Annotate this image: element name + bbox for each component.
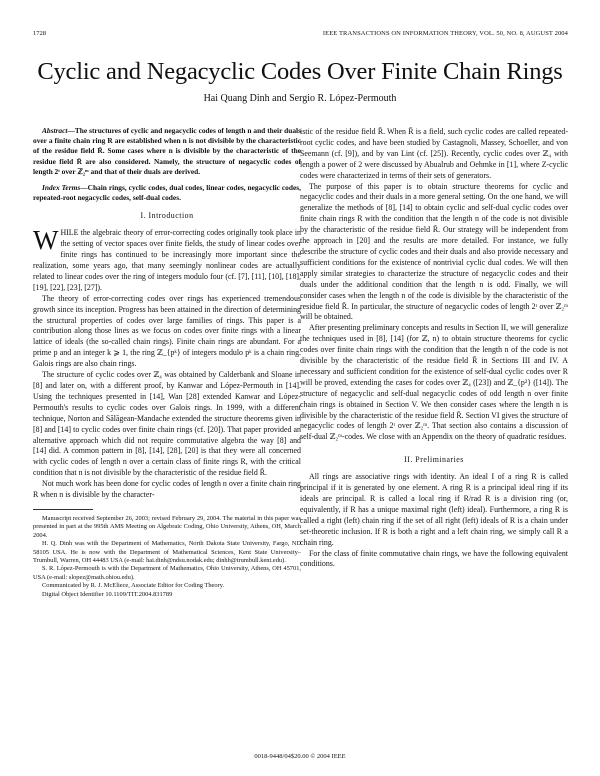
page-number: 1728 <box>33 30 46 37</box>
intro-paragraph-4-continued: istic of the residue field R̄. When R̄ is a field, such cyclic codes are called repeated-root cyclic codes, and have been studied by Castagnoli, Massey, Schoeller, and von Seemann (cf. [9]), and by van Lint (cf. [25]). Recently, cyclic codes over ℤ₄ with length a power of 2 were discussed by Abualrub and Oehmke in [1], where Z-cyclic codes were characterized in terms of their sets of generators. <box>300 127 568 180</box>
index-terms-label: Index Terms— <box>42 183 88 193</box>
footnote-divider <box>33 509 93 510</box>
paper-title: Cyclic and Negacyclic Codes Over Finite Chain Rings <box>37 58 563 85</box>
footnote-manuscript: Manuscript received September 26, 2003; revised February 29, 2004. The material in this paper was presented in part at the 995th AMS Meeting on Algebraic Coding, Ohio University, Athens, OH, March 2004. <box>33 514 301 539</box>
paper-authors: Hai Quang Dinh and Sergio R. López-Permouth <box>203 93 397 104</box>
dropcap-letter: W <box>33 225 59 256</box>
intro-paragraph-4: Not much work has been done for cyclic codes of length n over a finite chain ring R when n is divisible by the character- <box>33 479 301 500</box>
abstract-text: The structures of cyclic and negacyclic codes of length n and their duals over a finite chain ring R are established when n is not divisible by the characteristic of the residue field R̄. Some cases where n is divisible by the characteristic of the residue field R̄ are also considered. Namely, the structure of negacyclic codes of length 2ᵗ over ℤ₂ᵐ and that of their duals are derived. <box>33 126 301 176</box>
preliminaries-paragraph-1: All rings are associative rings with identity. An ideal I of a ring R is called principal if it is generated by one element. A ring R is a principal ideal ring if its ideals are principal. R is called a local ring if R/rad R is a division ring (or, equivalently, if R has a unique maximal right (left) ideal). Furthermore, a ring R is called a right (left) chain ring if the set of all right (left) ideals of R is a chain under set-theoretic inclusion. If R is both a right and a left chain ring, we simply call R a chain ring. <box>300 472 568 547</box>
journal-running-head: IEEE TRANSACTIONS ON INFORMATION THEORY, VOL. 50, NO. 8, AUGUST 2004 <box>322 30 568 37</box>
footnote-lopez: S. R. López-Permouth is with the Department of Mathematics, Ohio University, Athens, OH 45701, USA (e-mail: slopez@math.ohiou.edu). <box>33 565 301 581</box>
footnote-dinh: H. Q. Dinh was with the Department of Mathematics, North Dakota State University, Fargo, ND 58105 USA. He is now with the Department of Mathematical Sciences, Kent State University–Trumbull, Warren, OH 44483 USA (e-mail: hai.dinh@ndsu.nodak.edu; dinhh@trumbull.kent.edu). <box>33 540 301 565</box>
index-terms-text: Chain rings, cyclic codes, dual codes, linear codes, negacyclic codes, repeated-root negacyclic codes, self-dual codes. <box>33 183 301 203</box>
section-heading-preliminaries: II. Preliminaries <box>404 455 464 465</box>
section-heading-introduction: I. Introduction <box>140 211 194 221</box>
right-column <box>300 127 568 570</box>
copyright-footer: 0018-9448/04$20.00 © 2004 IEEE <box>254 753 346 760</box>
intro-paragraph-5: The purpose of this paper is to obtain structure theorems for cyclic and negacyclic codes and their duals in a more general setting. On the one hand, we will generalize the methods of [8], [14] to obtain cyclic and self-dual cyclic codes over finite chain rings R with the condition that the length n of the code is not divisible by the characteristic of the residue field R̄. Our strategy will be independent from the approach in [20] and the results are more detailed. For instance, we fully describe the structure of cyclic codes and their duals and also provide necessary and sufficient conditions for the existence of nontrivial cyclic dual codes. We will then apply similar strategies to characterize the structure of negacyclic codes and their duals under the additional condition that the length n is odd. Finally, we will consider cases when the length n of the code is divisible by the characteristic of the residue field R̄. In particular, the structure of negacyclic codes of length 2ᵗ over ℤ₂ᵐ will be obtained. <box>300 181 568 322</box>
index-terms <box>33 183 301 203</box>
left-column <box>33 126 301 599</box>
footnote-communicated: Communicated by R. J. McEliece, Associate Editor for Coding Theory. <box>42 582 225 590</box>
preliminaries-paragraph-2: For the class of finite commutative chain rings, we have the following equivalent conditions. <box>300 548 568 569</box>
intro-paragraph-3: The structure of cyclic codes over ℤ₄ was obtained by Calderbank and Sloane in [8] and later on, with a different proof, by Kanwar and López-Permouth in [14]. Using the techniques presented in [14], Wan [28] extended Kanwar and López-Permouth's results to cyclic codes over Galois rings. In 1999, with a different technique, Norton and Sălăgean-Mandache extended the structure theorems given in [8] and [14] to cyclic codes over finite chain rings (cf. [20]). That paper provided an alternative approach which did not require commutative algebra the way [8] and [14] did. A common pattern in [8], [14], [28], [20] is that they were all concerned with cyclic codes of length n over a certain class of finite rings R, with the critical condition that n is not divisible by the characteristic of the residue field R̄. <box>33 370 301 478</box>
intro-paragraph-1 <box>33 225 301 293</box>
intro-paragraph-1-text: HILE the algebraic theory of error-correcting codes originally took place in the setting of vector spaces over finite fields, the study of linear codes over finite rings has continued to be increasingly more important since the realization, some years ago, that many seemingly nonlinear codes are actually related to linear codes over the ring of integers modulo four (cf. [7], [11], [10], [18], [19], [22], [23], [27]). <box>33 228 301 292</box>
abstract <box>33 126 301 177</box>
footnote-doi: Digital Object Identifier 10.1109/TIT.2004.831789 <box>42 590 173 598</box>
intro-paragraph-2: The theory of error-correcting codes over rings has experienced tremendous growth since its inception. Progress has been attained in the direction of determining the structural properties of codes over large families of rings. This paper is a contribution along those lines as we focus on codes over finite rings with a linear lattice of ideals (the so-called chain rings). Finite chain rings are abundant. For a prime p and an integer k ⩾ 1, the ring ℤ_{pᵏ} of integers modulo pᵏ is a chain ring. Galois rings are also chain rings. <box>33 293 301 369</box>
abstract-label: Abstract— <box>42 126 75 135</box>
intro-paragraph-6: After presenting preliminary concepts and results in Section II, we will generalize the techniques used in [8], [14] (for ℤ, n) to obtain structure theorems for cyclic codes over finite chain rings with the condition that the length n of the code is not divisible by the characteristic of the residue field R̄ in Sections III and IV. A necessary and sufficient condition for the existence of self-dual cyclic codes over R will be proved, extending the cases for codes over ℤ₄ ([23]) and ℤ_{p²} ([14]). The structure of negacyclic and self-dual negacyclic codes of odd length n over finite chain rings is obtained in Section V. We then consider cases where the length n is divisible by the characteristic of the residue field R̄. Section VI gives the structure of negacyclic codes of length 2ᵗ over ℤ₂ᵐ. That section also contains a discussion of self-dual ℤ₂ᵐ-codes. We close with an Appendix on the theory of quadratic residues. <box>300 323 568 442</box>
